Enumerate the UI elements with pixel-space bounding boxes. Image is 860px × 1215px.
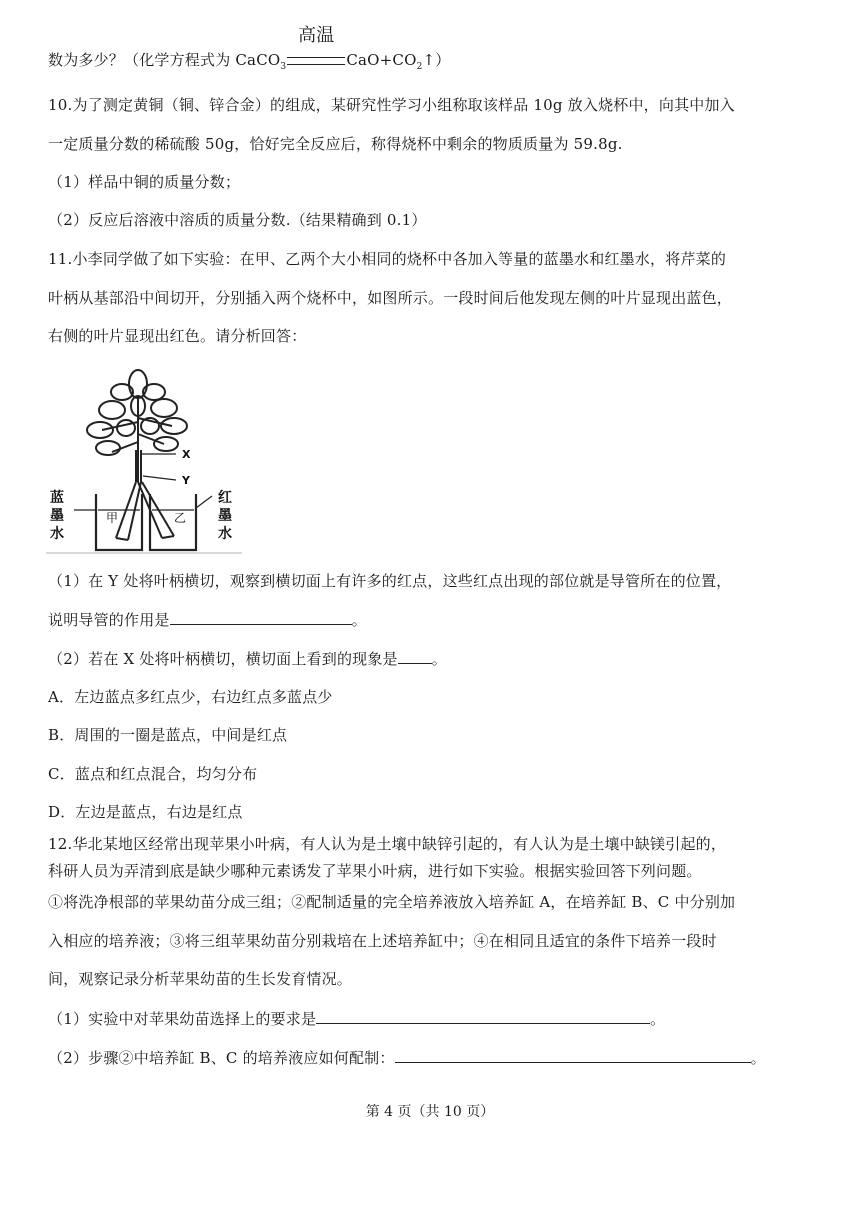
answer-blank-4[interactable] <box>395 1048 751 1063</box>
q12-p2-prefix: （2）步骤②中培养缸 B、C 的培养液应如何配制： <box>48 1049 395 1067</box>
q11-line3: 右侧的叶片显现出红色。请分析回答： <box>48 327 307 345</box>
label-y: Y <box>182 474 190 487</box>
left-ink-label-2: 墨 <box>50 508 64 524</box>
q11-p1-line1: （1）在 Y 处将叶柄横切，观察到横切面上有许多的红点，这些红点出现的部位就是导管所在的位置， <box>48 572 732 590</box>
q12-line5: 间，观察记录分析苹果幼苗的生长发育情况。 <box>48 970 353 988</box>
q11-p2 <box>48 649 447 669</box>
q12-p2-suffix: 。 <box>750 1049 766 1067</box>
q11-p1-prefix: 说明导管的作用是 <box>48 611 170 629</box>
q10-line1: 10.为了测定黄铜（铜、锌合金）的组成，某研究性学习小组称取该样品 10g 放入烧杯中，向其中加入 <box>48 96 735 114</box>
q9-product: CaO+CO <box>346 51 417 69</box>
q11-p1-line2 <box>48 610 367 630</box>
q12-p1 <box>48 1009 665 1029</box>
q11-line1: 11.小李同学做了如下实验：在甲、乙两个大小相同的烧杯中各加入等量的蓝墨水和红墨水，将芹菜的 <box>48 250 727 268</box>
beaker-left-label: 甲 <box>106 511 119 525</box>
reaction-arrow <box>286 25 346 70</box>
option-d: D．左边是蓝点，右边是红点 <box>48 803 243 821</box>
page-footer: 第 4 页（共 10 页） <box>365 1104 495 1120</box>
right-ink-label-2: 墨 <box>218 508 232 524</box>
q10-sub2: （2）反应后溶液中溶质的质量分数.（结果精确到 0.1） <box>48 211 427 229</box>
celery-experiment-figure <box>46 362 242 554</box>
q12-line4: 入相应的培养液；③将三组苹果幼苗分别栽培在上述培养缸中；④在相同且适宜的条件下培养一段时 <box>48 932 717 950</box>
answer-blank-1[interactable] <box>170 610 352 625</box>
q9-suffix: ↑） <box>422 51 451 69</box>
q9-sub2: 2 <box>416 62 423 72</box>
q11-line2: 叶柄从基部沿中间切开，分别插入两个烧杯中，如图所示。一段时间后他发现左侧的叶片显现出蓝色， <box>48 289 733 307</box>
q12-line2: 科研人员为弄清到底是缺少哪种元素诱发了苹果小叶病，进行如下实验。根据实验回答下列问题。 <box>48 862 702 880</box>
option-b: B．周围的一圈是蓝点，中间是红点 <box>48 726 288 744</box>
q12-p2 <box>48 1048 766 1068</box>
right-ink-label-3: 水 <box>218 526 232 542</box>
option-a: A．左边蓝点多红点少，右边红点多蓝点少 <box>48 688 333 706</box>
answer-blank-2[interactable] <box>398 649 432 664</box>
label-x: X <box>182 448 191 461</box>
q11-p1-suffix: 。 <box>351 611 367 629</box>
q12-p1-prefix: （1）实验中对苹果幼苗选择上的要求是 <box>48 1010 317 1028</box>
q12-line1: 12.华北某地区经常出现苹果小叶病，有人认为是土壤中缺锌引起的，有人认为是土壤中缺镁引起的， <box>48 835 727 853</box>
option-c: C．蓝点和红点混合，均匀分布 <box>48 765 258 783</box>
beaker-right-label: 乙 <box>174 511 187 525</box>
celery-diagram <box>46 362 242 554</box>
left-ink-label-3: 水 <box>50 526 64 542</box>
reaction-condition: 高温 <box>298 25 335 46</box>
q9-equation-line <box>48 25 451 77</box>
left-ink-label-1: 蓝 <box>50 490 64 506</box>
q10-sub1: （1）样品中铜的质量分数； <box>48 173 241 191</box>
q11-p2-prefix: （2）若在 X 处将叶柄横切，横切面上看到的现象是 <box>48 650 398 668</box>
q11-p2-suffix: 。 <box>431 650 447 668</box>
right-ink-label-1: 红 <box>218 490 232 506</box>
q9-prefix: 数为多少？（化学方程式为 CaCO <box>48 51 281 69</box>
q9-sub3: 3 <box>280 62 287 72</box>
answer-blank-3[interactable] <box>316 1009 650 1024</box>
q12-line3: ①将洗净根部的苹果幼苗分成三组；②配制适量的完全培养液放入培养缸 A，在培养缸 B、C 中分别加 <box>48 893 736 911</box>
q12-p1-suffix: 。 <box>650 1010 666 1028</box>
q10-line2: 一定质量分数的稀硫酸 50g，恰好完全反应后，称得烧杯中剩余的物质质量为 59.8g. <box>48 135 623 153</box>
